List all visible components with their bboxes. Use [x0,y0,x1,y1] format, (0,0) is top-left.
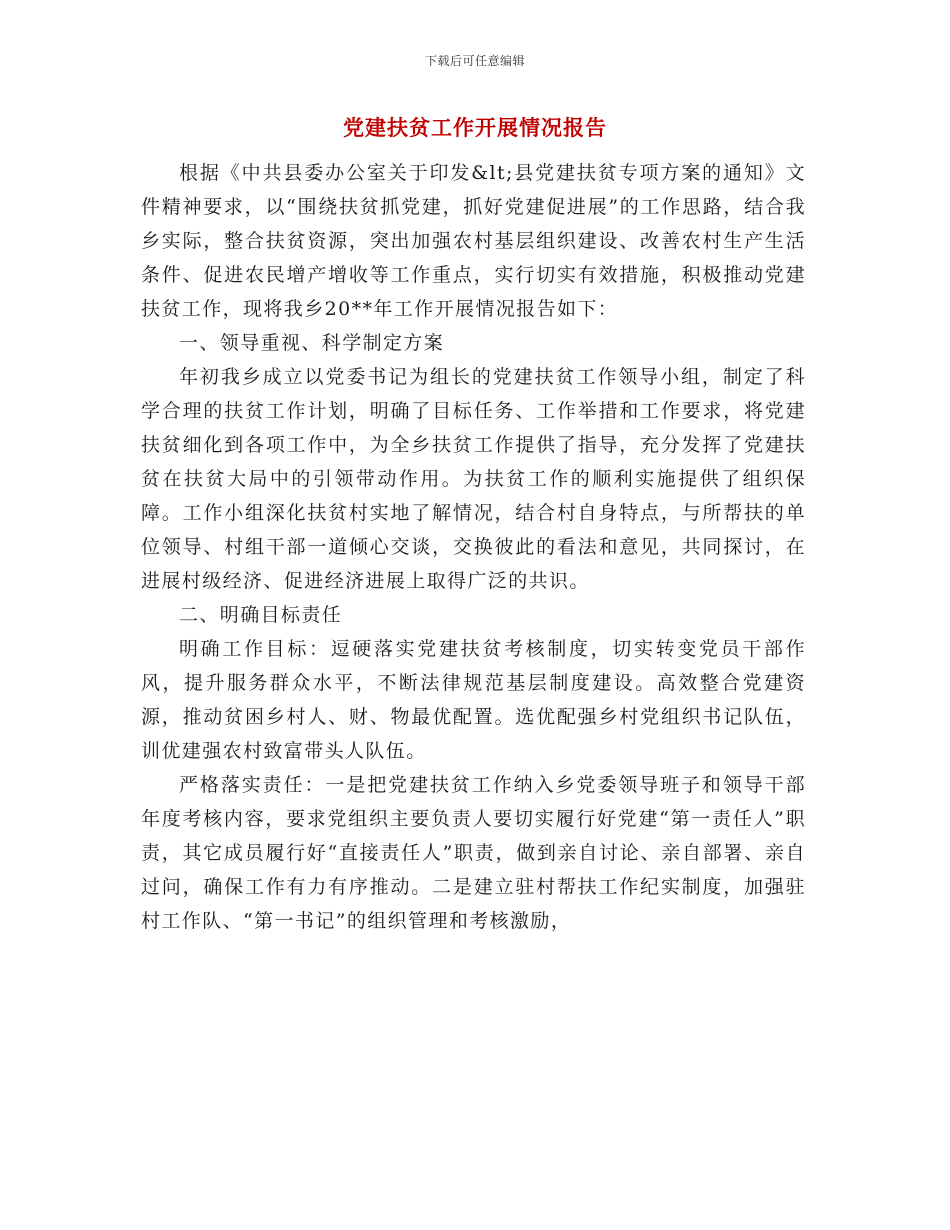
paragraph-intro: 根据《中共县委办公室关于印发&lt;县党建扶贫专项方案的通知》文件精神要求，以“围绕扶贫抓党建，抓好党建促进展”的工作思路，结合我乡实际，整合扶贫资源，突出加强农村基层组织建设、改善农村生产生活条件、促进农民增产增收等工作重点，实行切实有效措施，积极推动党建扶贫工作，现将我乡20**年工作开展情况报告如下： [141,162,806,320]
section-heading-1: 一、领导重视、科学制定方案 [179,332,445,354]
section-heading-2: 二、明确目标责任 [179,604,343,626]
document-title: 党建扶贫工作开展情况报告 [343,115,607,140]
paragraph-work-goals: 明确工作目标：逗硬落实党建扶贫考核制度，切实转变党员干部作风，提升服务群众水平，不断法律规范基层制度建设。高效整合党建资源，推动贫困乡村人、财、物最优配置。选优配强乡村党组织书记队伍，训优建强农村致富带头人队伍。 [141,638,806,762]
paragraph-section-1: 年初我乡成立以党委书记为组长的党建扶贫工作领导小组，制定了科学合理的扶贫工作计划，明确了目标任务、工作举措和工作要求，将党建扶贫细化到各项工作中，为全乡扶贫工作提供了指导，充分发挥了党建扶贫在扶贫大局中的引领带动作用。为扶贫工作的顺利实施提供了组织保障。工作小组深化扶贫村实地了解情况，结合村自身特点，与所帮扶的单位领导、村组干部一道倾心交谈，交换彼此的看法和意见，共同探讨，在进展村级经济、促进经济进展上取得广泛的共识。 [141,366,806,592]
header-note: 下载后可任意编辑 [424,54,525,68]
document-body [141,156,806,938]
paragraph-responsibility: 严格落实责任：一是把党建扶贫工作纳入乡党委领导班子和领导干部年度考核内容，要求党组织主要负责人要切实履行好党建“第一责任人”职责，其它成员履行好“直接责任人”职责，做到亲自讨论、亲自部署、亲自过问，确保工作有力有序推动。二是建立驻村帮扶工作纪实制度，加强驻村工作队、“第一书记”的组织管理和考核激励， [141,774,806,932]
